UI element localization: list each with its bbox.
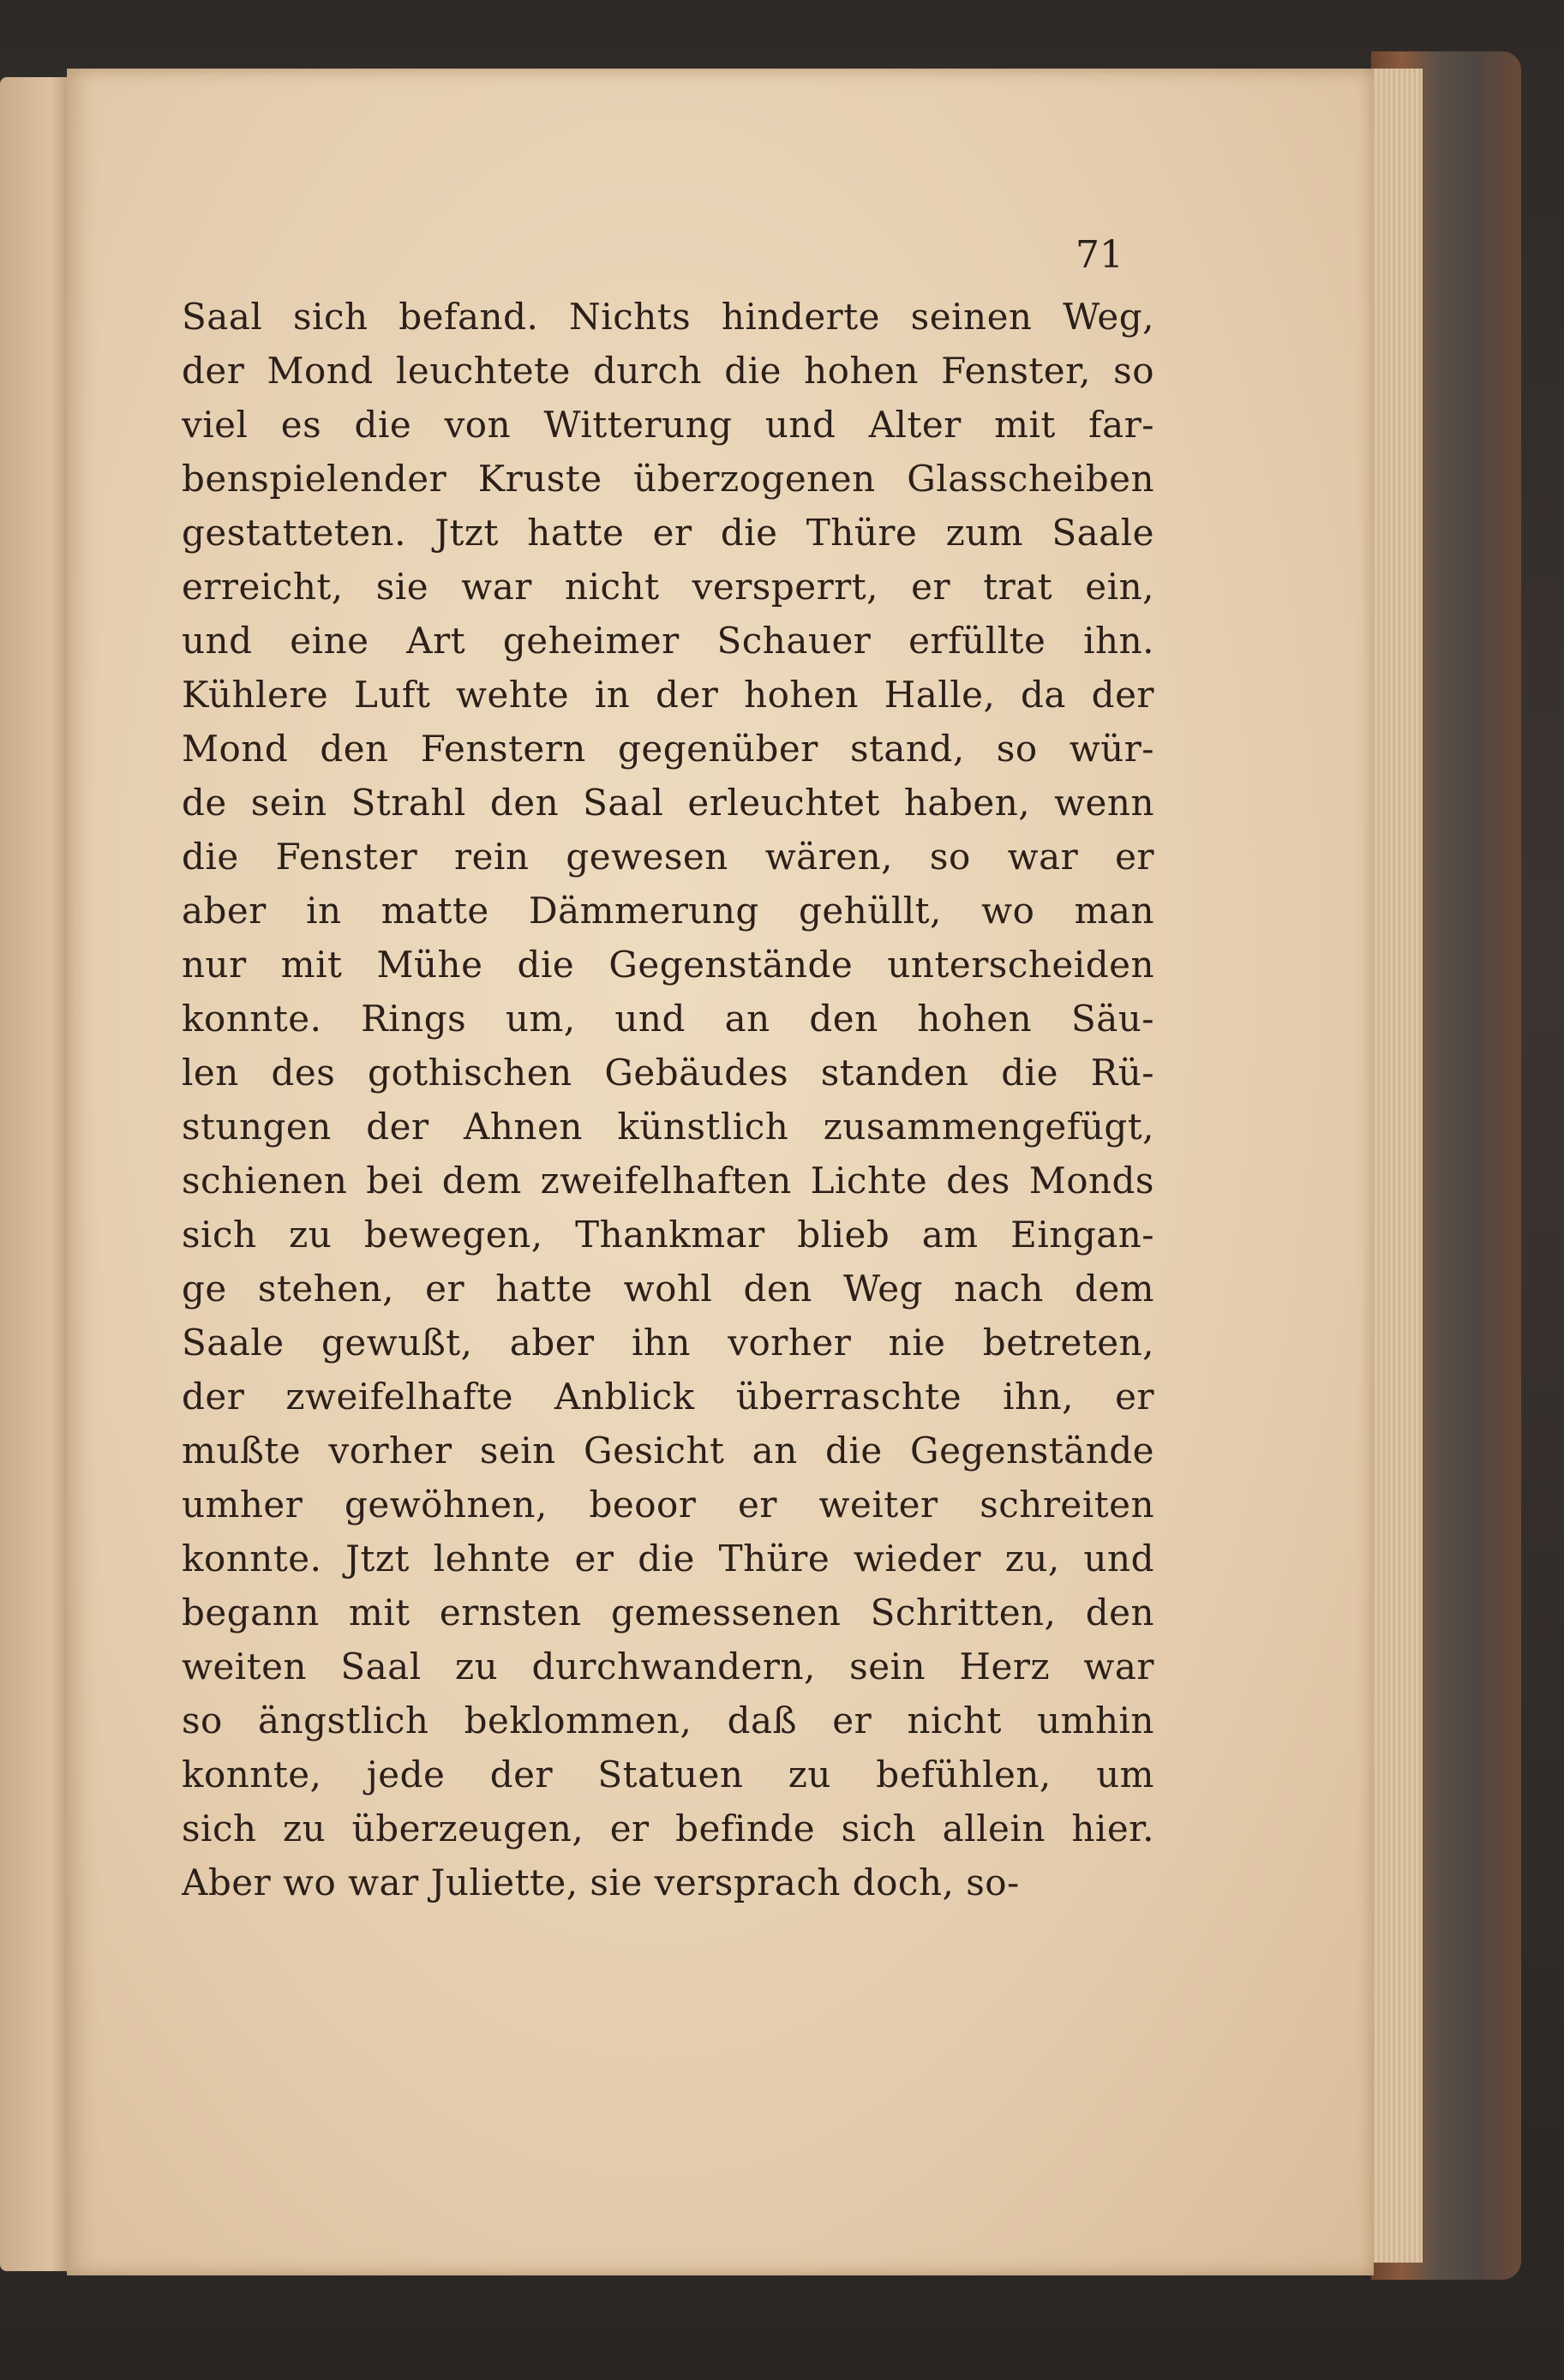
text-line: Saale gewußt, aber ihn vorher nie betreten, [182,1322,1154,1364]
text-line: der Mond leuchtete durch die hohen Fenster, so [182,350,1154,392]
text-line: konnte, jede der Statuen zu befühlen, um [182,1754,1154,1795]
text-line: die Fenster rein gewesen wären, so war er [182,836,1154,878]
text-line: umher gewöhnen, beoor er weiter schreiten [182,1484,1154,1526]
text-line: konnte. Rings um, und an den hohen Säu- [182,998,1154,1040]
text-line: konnte. Jtzt lehnte er die Thüre wieder zu, und [182,1538,1154,1580]
text-line: Mond den Fenstern gegenüber stand, so wür- [182,728,1154,770]
text-line: Kühlere Luft wehte in der hohen Halle, da der [182,674,1154,716]
text-line: begann mit ernsten gemessenen Schritten, den [182,1592,1154,1634]
text-line: und eine Art geheimer Schauer erfüllte ihn. [182,620,1154,662]
text-line: mußte vorher sein Gesicht an die Gegenstände [182,1430,1154,1472]
page-number: 71 [1076,233,1124,277]
text-line: sich zu bewegen, Thankmar blieb am Eingan- [182,1214,1154,1256]
text-line: Aber wo war Juliette, sie versprach doch, so- [182,1861,1020,1903]
text-line: gestatteten. Jtzt hatte er die Thüre zum Saale [182,512,1154,554]
text-line: len des gothischen Gebäudes standen die Rü- [182,1052,1154,1094]
text-line: sich zu überzeugen, er befinde sich allein hier. [182,1807,1154,1849]
text-line: so ängstlich beklommen, daß er nicht umhin [182,1700,1154,1742]
text-line: erreicht, sie war nicht versperrt, er trat ein, [182,566,1154,608]
text-line: benspielender Kruste überzogenen Glasscheiben [182,458,1154,500]
text-line: nur mit Mühe die Gegenstände unterscheiden [182,944,1154,986]
page-edges [1371,69,1423,2263]
text-line: viel es die von Witterung und Alter mit far- [182,404,1154,446]
text-line: Saal sich befand. Nichts hinderte seinen Weg, [182,296,1154,338]
text-line: der zweifelhafte Anblick überraschte ihn, er [182,1376,1154,1418]
text-line: de sein Strahl den Saal erleuchtet haben, wenn [182,782,1154,824]
text-line: aber in matte Dämmerung gehüllt, wo man [182,890,1154,932]
text-line: stungen der Ahnen künstlich zusammengefügt, [182,1106,1154,1148]
body-text [182,290,1154,1909]
left-page-edge [0,77,73,2271]
text-line: schienen bei dem zweifelhaften Lichte des Monds [182,1160,1154,1202]
text-line: ge stehen, er hatte wohl den Weg nach dem [182,1268,1154,1310]
text-line: weiten Saal zu durchwandern, sein Herz war [182,1646,1154,1688]
